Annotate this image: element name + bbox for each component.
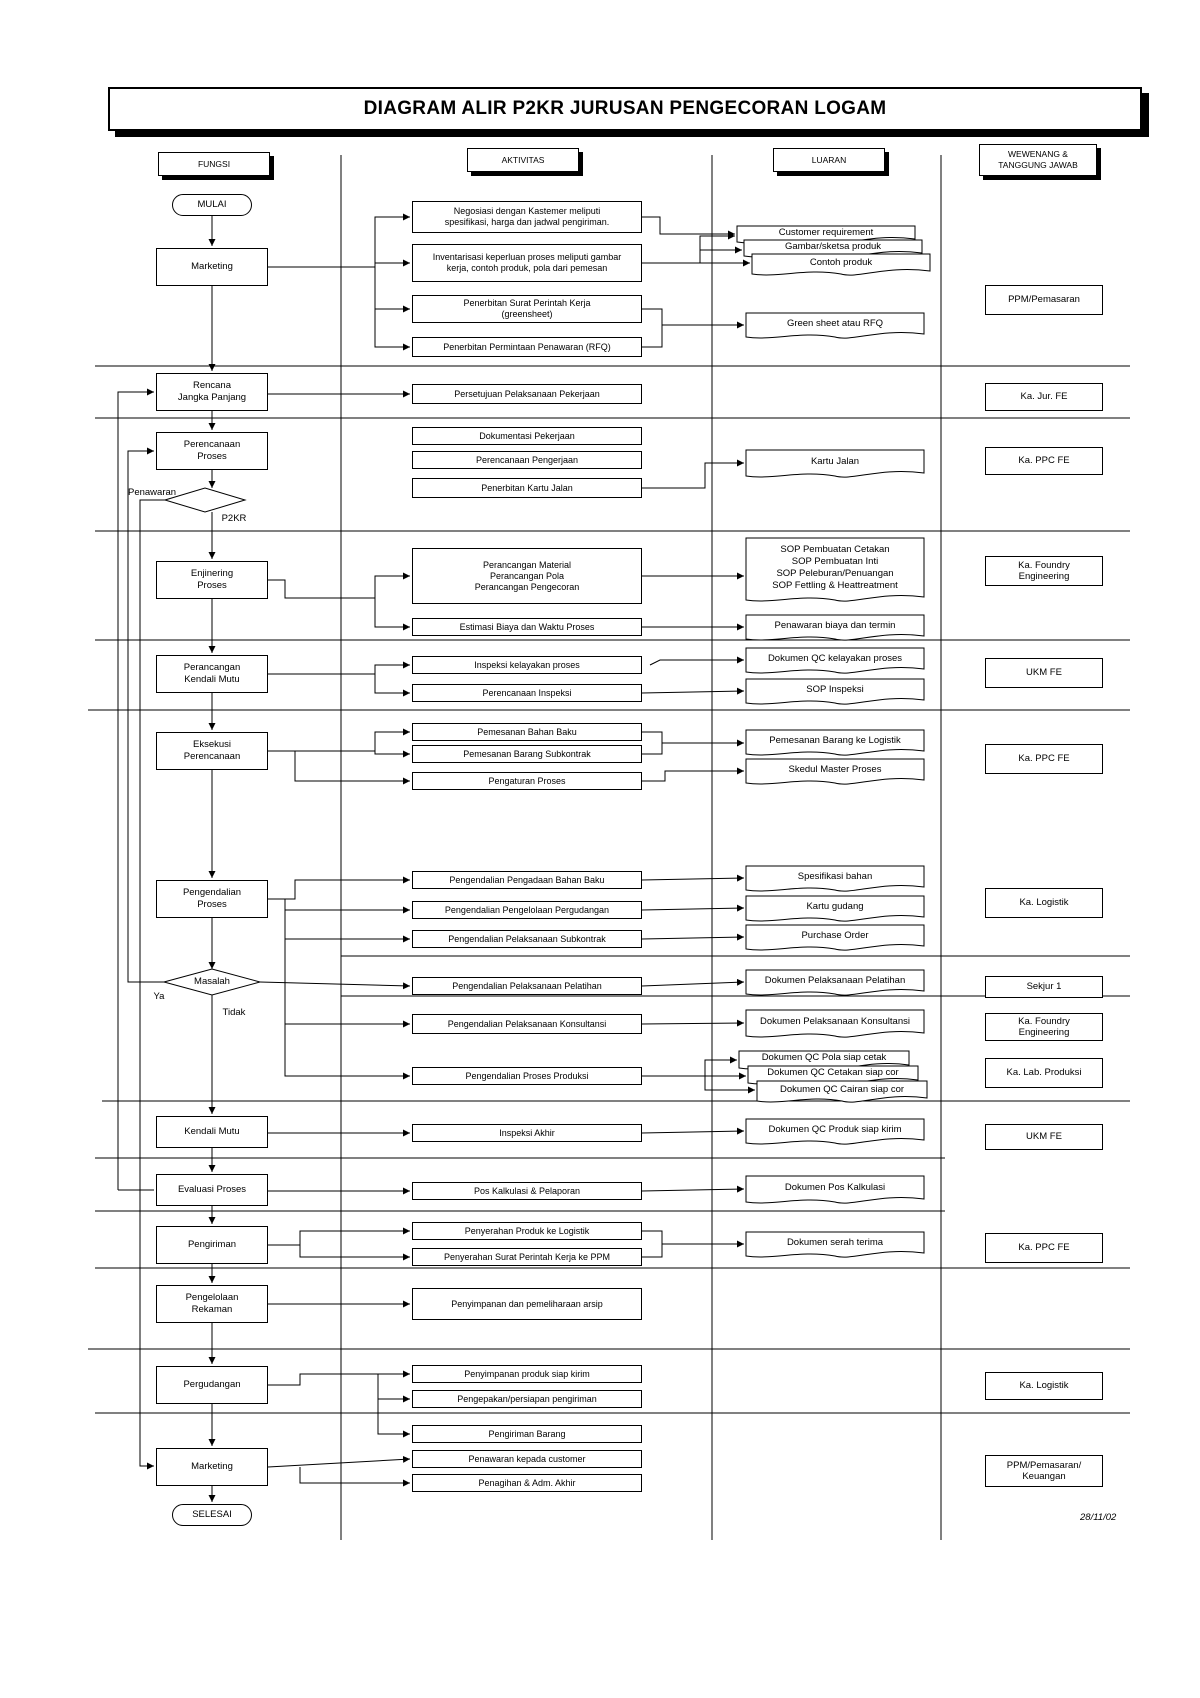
output-qc-pola: Dokumen QC Pola siap cetak <box>761 1052 887 1063</box>
output-dok-konsultansi: Dokumen Pelaksanaan Konsultansi <box>760 1015 910 1027</box>
fungsi-pergudangan: Pergudangan <box>156 1366 268 1404</box>
authority-ka-logistik-2: Ka. Logistik <box>985 1372 1103 1400</box>
flow <box>642 1189 744 1191</box>
diagram-date: 28/11/02 <box>1080 1512 1117 1523</box>
output-sop-list: SOP Pembuatan Cetakan SOP Pembuatan Inti SOP Peleburan/Penuangan SOP Fettling & Heattreatment <box>772 543 898 591</box>
flow <box>642 937 744 939</box>
activity-a3: Penerbitan Surat Perintah Kerja (greensheet) <box>412 295 642 323</box>
authority-ka-lab-produksi: Ka. Lab. Produksi <box>985 1058 1103 1088</box>
activity-a1: Negosiasi dengan Kastemer meliputi spesifikasi, harga dan jadwal pengiriman. <box>412 201 642 233</box>
authority-ppm-pemasaran-keuangan: PPM/Pemasaran/ Keuangan <box>985 1455 1103 1487</box>
output-customer-requirement: Customer requirement <box>778 226 874 238</box>
flow <box>642 743 662 754</box>
activity-a20: Pengendalian Pelaksanaan Konsultansi <box>412 1014 642 1034</box>
flow <box>642 463 744 488</box>
fungsi-kendali-mutu: Kendali Mutu <box>156 1116 268 1148</box>
fungsi-evaluasi-proses: Evaluasi Proses <box>156 1174 268 1206</box>
fungsi-eksekusi-perencanaan: Eksekusi Perencanaan <box>156 732 268 770</box>
flow <box>642 908 744 910</box>
flow <box>642 878 744 880</box>
flow <box>268 665 410 674</box>
activity-a30: Penawaran kepada customer <box>412 1450 642 1468</box>
fungsi-perancangan-kendali-mutu: Perancangan Kendali Mutu <box>156 655 268 693</box>
flow <box>375 598 410 627</box>
label-tidak: Tidak <box>222 1007 246 1018</box>
output-sop-inspeksi: SOP Inspeksi <box>806 683 864 695</box>
flow <box>375 263 410 267</box>
header-fungsi: FUNGSI <box>158 152 270 176</box>
activity-a26: Penyimpanan dan pemeliharaan arsip <box>412 1288 642 1320</box>
authority-ka-foundry-engineering-2: Ka. Foundry Engineering <box>985 1013 1103 1041</box>
flow <box>268 576 410 598</box>
flow <box>375 751 410 754</box>
output-qc-cetakan: Dokumen QC Cetakan siap cor <box>767 1067 899 1078</box>
activity-a8: Penerbitan Kartu Jalan <box>412 478 642 498</box>
header-wewenang: WEWENANG & TANGGUNG JAWAB <box>979 144 1097 176</box>
activity-a22: Inspeksi Akhir <box>412 1124 642 1142</box>
activity-a31: Penagihan & Adm. Akhir <box>412 1474 642 1492</box>
flow <box>642 325 662 347</box>
activity-a5: Persetujuan Pelaksanaan Pekerjaan <box>412 384 642 404</box>
flow <box>642 1244 662 1257</box>
flow <box>642 1060 737 1076</box>
activity-a28: Pengepakan/persiapan pengiriman <box>412 1390 642 1408</box>
flow <box>642 982 744 986</box>
fungsi-marketing: Marketing <box>156 248 268 286</box>
fungsi-enjinering-proses: Enjinering Proses <box>156 561 268 599</box>
flow <box>375 674 410 693</box>
activity-a13: Pemesanan Bahan Baku <box>412 723 642 741</box>
fungsi-marketing-2: Marketing <box>156 1448 268 1486</box>
authority-ka-foundry-engineering: Ka. Foundry Engineering <box>985 556 1103 586</box>
fungsi-rencana-jangka-panjang: Rencana Jangka Panjang <box>156 373 268 411</box>
authority-ka-ppc-fe-2: Ka. PPC FE <box>985 744 1103 774</box>
authority-sekjur-1: Sekjur 1 <box>985 976 1103 998</box>
label-p2kr: P2KR <box>221 513 247 524</box>
activity-a24: Penyerahan Produk ke Logistik <box>412 1222 642 1240</box>
flow <box>642 217 735 234</box>
output-qc-cairan: Dokumen QC Cairan siap cor <box>779 1083 905 1095</box>
activity-a15: Pengaturan Proses <box>412 772 642 790</box>
activity-a16: Pengendalian Pengadaan Bahan Baku <box>412 871 642 889</box>
output-contoh-produk: Contoh produk <box>809 256 873 268</box>
output-greensheet: Green sheet atau RFQ <box>786 317 884 329</box>
output-skedul-master: Skedul Master Proses <box>788 763 882 775</box>
activity-a11: Inspeksi kelayakan proses <box>412 656 642 674</box>
flow <box>268 217 410 267</box>
output-pos-kalkulasi: Dokumen Pos Kalkulasi <box>784 1181 886 1193</box>
flow <box>375 309 410 347</box>
flow <box>642 309 744 325</box>
fungsi-pengiriman: Pengiriman <box>156 1226 268 1264</box>
activity-a7: Perencanaan Pengerjaan <box>412 451 642 469</box>
flow <box>268 1459 410 1467</box>
activity-a18: Pengendalian Pelaksanaan Subkontrak <box>412 930 642 948</box>
authority-ka-jur-fe: Ka. Jur. FE <box>985 383 1103 411</box>
activity-a25: Penyerahan Surat Perintah Kerja ke PPM <box>412 1248 642 1266</box>
flow <box>642 732 744 743</box>
flow <box>650 660 744 665</box>
output-dokumen-qc-kelayakan: Dokumen QC kelayakan proses <box>767 652 903 664</box>
flow <box>295 751 410 781</box>
flow <box>268 732 410 751</box>
flow <box>268 1374 410 1385</box>
flow <box>300 1467 410 1483</box>
label-ya: Ya <box>153 991 165 1002</box>
output-dok-pelatihan: Dokumen Pelaksanaan Pelatihan <box>764 974 906 986</box>
label-masalah: Masalah <box>194 976 230 987</box>
output-pemesanan-logistik: Pemesanan Barang ke Logistik <box>769 734 901 746</box>
output-kartu-jalan: Kartu Jalan <box>810 455 860 467</box>
end-terminator: SELESAI <box>172 1504 252 1526</box>
header-luaran: LUARAN <box>773 148 885 172</box>
activity-a12: Perencanaan Inspeksi <box>412 684 642 702</box>
decision-penawaran <box>165 488 245 512</box>
flow <box>642 1231 744 1244</box>
flow <box>378 1374 410 1399</box>
activity-a4: Penerbitan Permintaan Penawaran (RFQ) <box>412 337 642 357</box>
activity-a14: Pemesanan Barang Subkontrak <box>412 745 642 763</box>
activity-a23: Pos Kalkulasi & Pelaporan <box>412 1182 642 1200</box>
activity-a9: Perancangan Material Perancangan Pola Perancangan Pengecoran <box>412 548 642 604</box>
flow-evaluasi-loop <box>118 392 154 1190</box>
output-gambar-sketsa: Gambar/sketsa produk <box>784 240 882 252</box>
output-spesifikasi-bahan: Spesifikasi bahan <box>797 870 873 882</box>
authority-ka-ppc-fe: Ka. PPC FE <box>985 447 1103 475</box>
flow <box>642 1131 744 1133</box>
header-aktivitas: AKTIVITAS <box>467 148 579 172</box>
activity-a29: Pengiriman Barang <box>412 1425 642 1443</box>
flow <box>375 267 410 309</box>
activity-a27: Penyimpanan produk siap kirim <box>412 1365 642 1383</box>
start-terminator: MULAI <box>172 194 252 216</box>
diagram-title: DIAGRAM ALIR P2KR JURUSAN PENGECORAN LOGAM <box>108 87 1142 131</box>
activity-a17: Pengendalian Pengelolaan Pergudangan <box>412 901 642 919</box>
authority-ppm-pemasaran: PPM/Pemasaran <box>985 285 1103 315</box>
activity-a21: Pengendalian Proses Produksi <box>412 1067 642 1085</box>
output-qc-produk: Dokumen QC Produk siap kirim <box>768 1123 902 1135</box>
fungsi-pengelolaan-rekaman: Pengelolaan Rekaman <box>156 1285 268 1323</box>
activity-a2: Inventarisasi keperluan proses meliputi gambar kerja, contoh produk, pola dari pemesan <box>412 244 642 282</box>
authority-ka-logistik: Ka. Logistik <box>985 888 1103 918</box>
label-penawaran: Penawaran <box>128 487 177 498</box>
activity-a19: Pengendalian Pelaksanaan Pelatihan <box>412 977 642 995</box>
flow <box>642 771 744 781</box>
flow <box>642 691 744 693</box>
authority-ukm-fe: UKM FE <box>985 658 1103 688</box>
flow <box>268 1231 410 1245</box>
activity-a6: Dokumentasi Pekerjaan <box>412 427 642 445</box>
authority-ukm-fe-2: UKM FE <box>985 1124 1103 1150</box>
output-purchase-order: Purchase Order <box>801 929 869 941</box>
activity-a10: Estimasi Biaya dan Waktu Proses <box>412 618 642 636</box>
output-serah-terima: Dokumen serah terima <box>786 1236 884 1248</box>
fungsi-pengendalian-proses: Pengendalian Proses <box>156 880 268 918</box>
flow <box>378 1399 410 1434</box>
output-penawaran-biaya: Penawaran biaya dan termin <box>774 619 896 631</box>
flow <box>285 899 410 1076</box>
fungsi-perencanaan-proses: Perencanaan Proses <box>156 432 268 470</box>
flow <box>642 1023 744 1024</box>
output-kartu-gudang: Kartu gudang <box>806 900 864 912</box>
flow <box>260 982 410 986</box>
flow <box>268 880 410 899</box>
authority-ka-ppc-fe-3: Ka. PPC FE <box>985 1233 1103 1263</box>
flow <box>300 1245 410 1257</box>
